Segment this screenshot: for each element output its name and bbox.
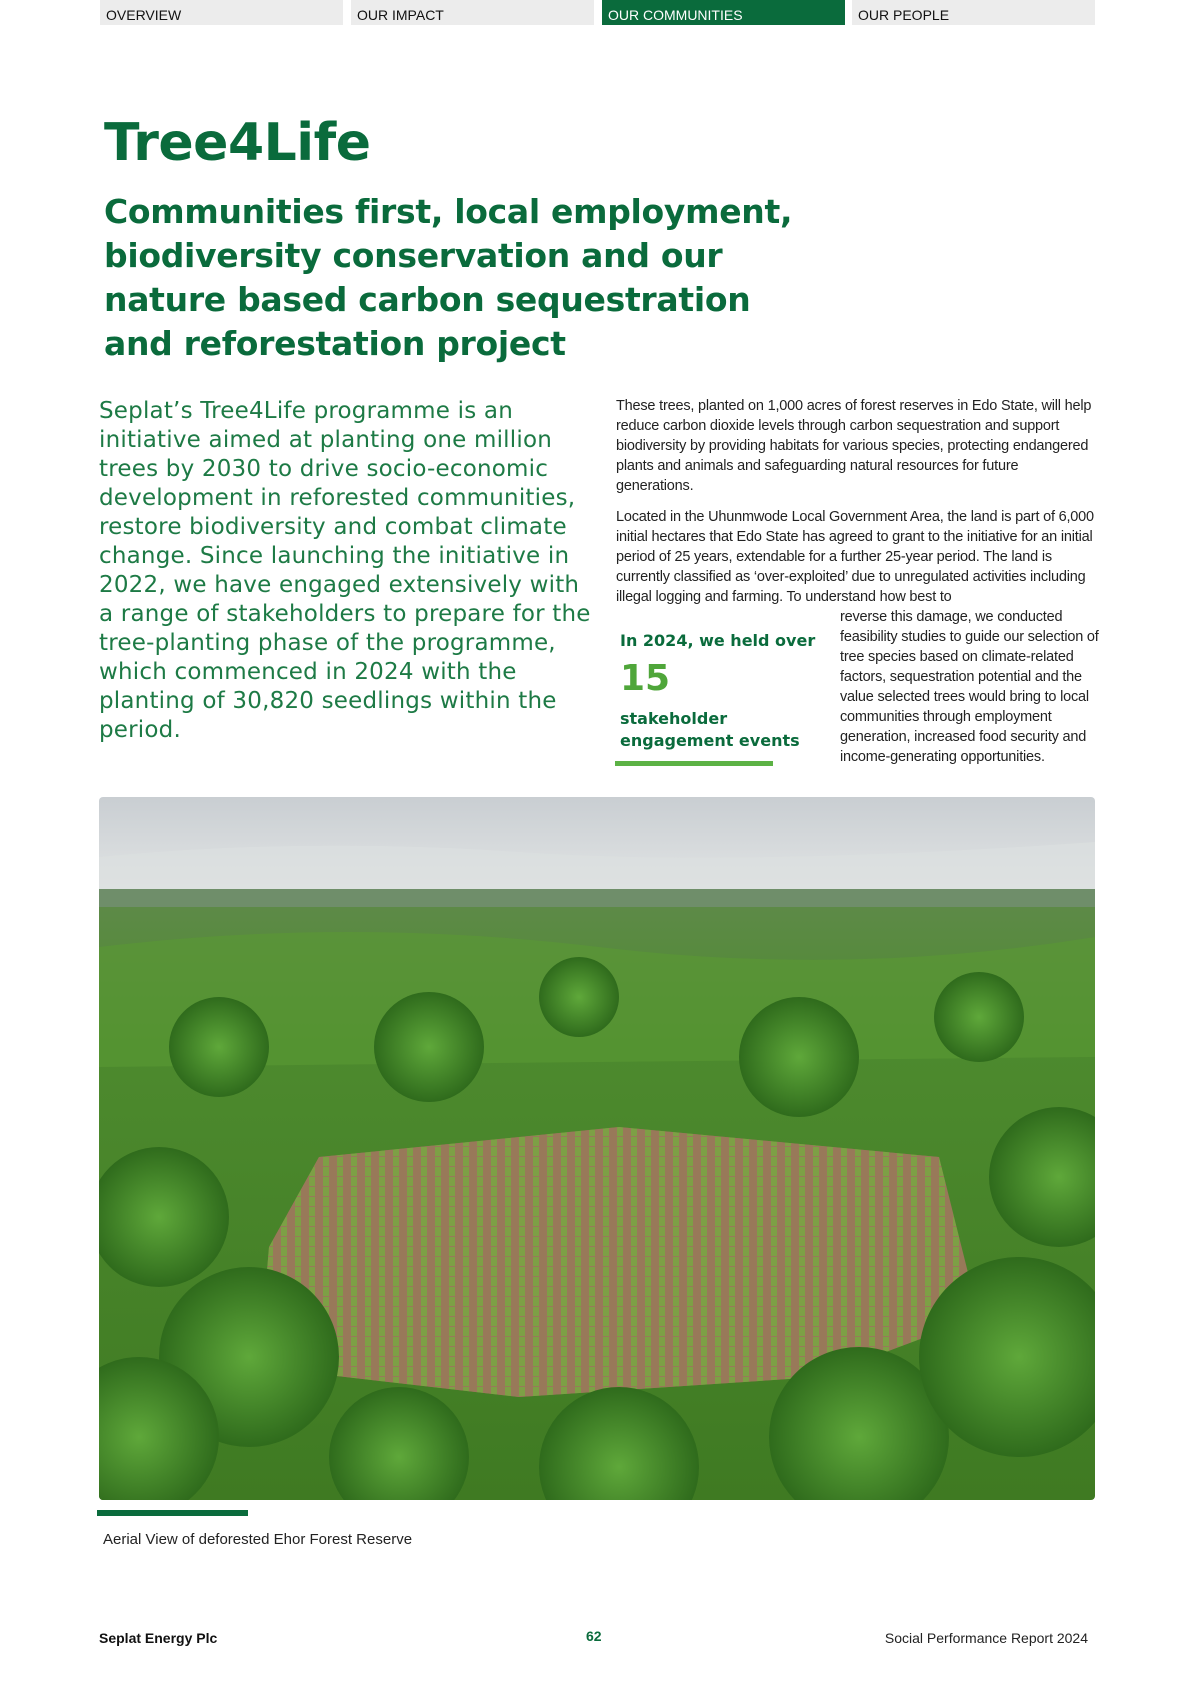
body-paragraph-2-continued: reverse this damage, we conducted feasibility studies to guide our selection of tree species based on climate-related factors, sequestration potential and the value selected trees would bring to local communities through employment generation, increased food security and income-generating opportunities. (840, 609, 1099, 765)
stat-callout (620, 630, 820, 752)
stat-label: stakeholder engagement events (620, 709, 800, 750)
photo-caption: Aerial View of deforested Ehor Forest Reserve (103, 1531, 413, 1548)
aerial-forest-photo (99, 797, 1095, 1500)
page-subtitle: Communities first, local employment, biodiversity conservation and our nature based carbon sequestration and reforestation project (104, 192, 793, 363)
tab-overview[interactable]: OVERVIEW (100, 0, 343, 25)
lead-paragraph: Seplat’s Tree4Life programme is an initiative aimed at planting one million trees by 2030 to drive socio-economic development in reforested communities, restore biodiversity and combat climate change. Since launching the initiative in 2022, we have engaged extensively with a range of stakeholders to prepare for the tree-planting phase of the programme, which commenced in 2024 with the planting of 30,820 seedlings within the period. (99, 398, 591, 743)
footer-company: Seplat Energy Plc (99, 1630, 218, 1646)
tab-our-communities[interactable]: OUR COMMUNITIES (602, 0, 845, 25)
tab-our-people[interactable]: OUR PEOPLE (852, 0, 1095, 25)
stat-underline (615, 761, 773, 766)
stat-lead-text: In 2024, we held over (620, 631, 816, 650)
section-nav (100, 0, 1095, 25)
body-paragraph-2: Located in the Uhunmwode Local Government Area, the land is part of 6,000 initial hectares that Edo State has agreed to grant to the initiative for an initial period of 25 years, extendable for a further 25-year period. The land is currently classified as ‘over-exploited’ due to unregulated activities including illegal logging and farming. To understand how best to (616, 509, 1094, 605)
page-title: Tree4Life (104, 113, 371, 173)
tab-our-impact[interactable]: OUR IMPACT (351, 0, 594, 25)
aerial-forest-illustration (99, 797, 1095, 1500)
footer-page-number: 62 (586, 1628, 602, 1644)
caption-accent-bar (97, 1510, 248, 1516)
stat-number: 15 (620, 658, 671, 699)
body-paragraph-1: These trees, planted on 1,000 acres of forest reserves in Edo State, will help reduce carbon dioxide levels through carbon sequestration and support biodiversity by providing habitats for various species, protecting endangered plants and animals and safeguarding natural resources for future generations. (616, 398, 1092, 494)
footer-report-title: Social Performance Report 2024 (884, 1630, 1088, 1646)
